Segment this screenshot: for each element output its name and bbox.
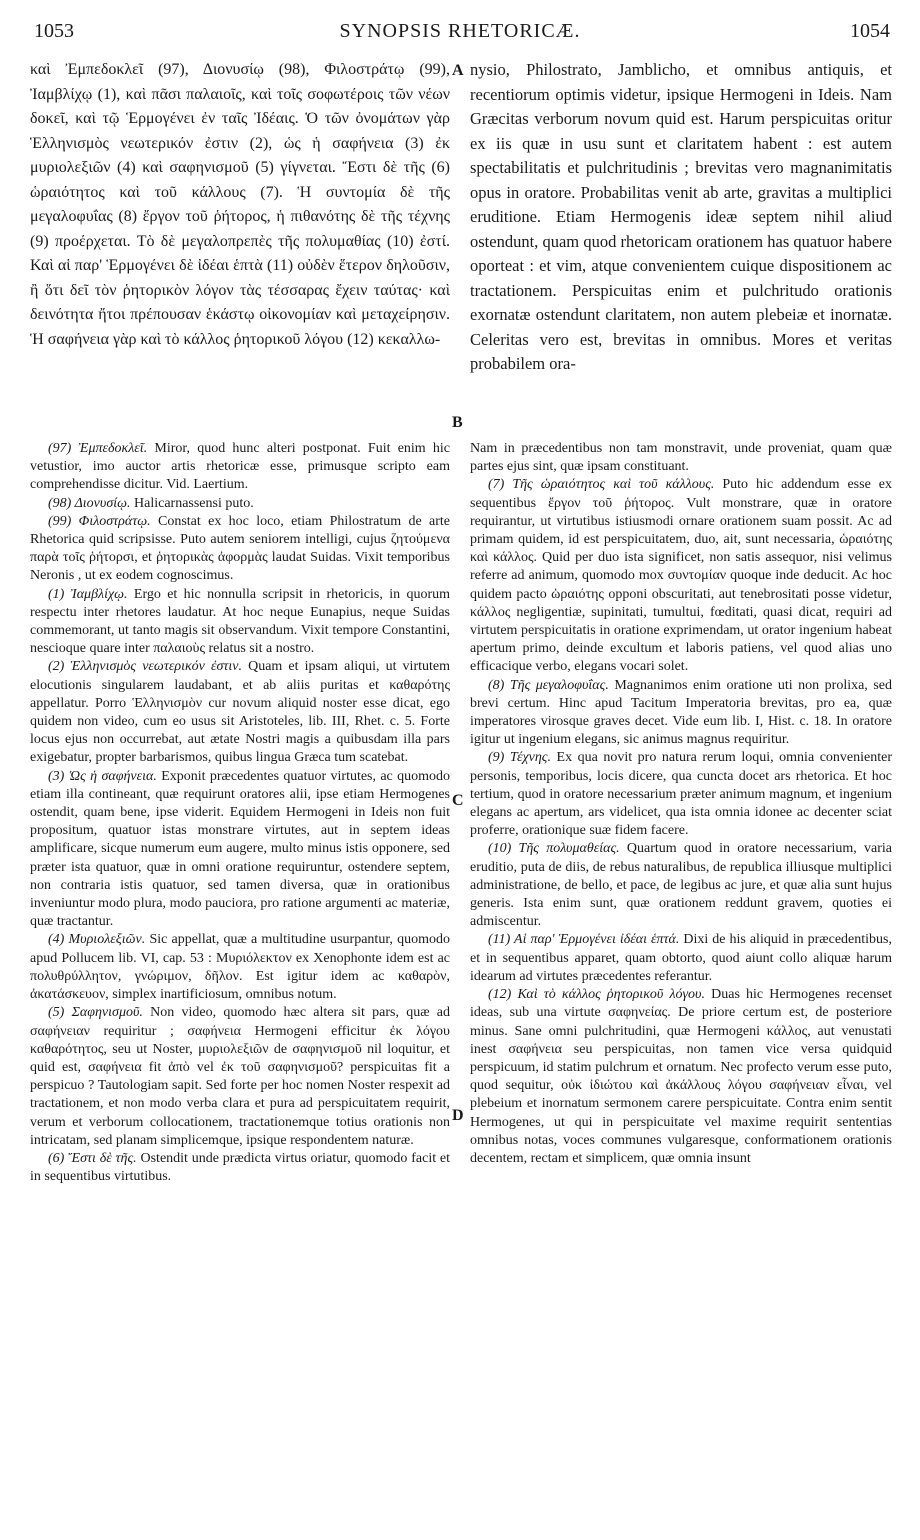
- section-marker-a: A: [452, 62, 464, 79]
- footnote-5: [30, 1004, 450, 1150]
- footnote-text: Ergo et hic nonnulla scripsit in rhetoricis, in quorum respectu inter rhetores laudatur. At hoc neque Eunapius, neque Suidas commemorant, ut tanto magis sit observandum. Vixit tempore Constantini, nescioque quare inter παλαιοὺς relatus sit a nostro.: [30, 586, 451, 657]
- footnote-text: Magnanimos enim oratione uti non prolixa, sed brevi certum. Hinc apud Tacitum Imperatoria brevitas, pro ea, quæ imperatores virosque graves decet. Vide eum lib. I, Hist. c. 18. In oratore igitur ut ingenium elegans, sic animus magnus requiritur.: [470, 677, 892, 748]
- main-text-latin: [470, 58, 892, 434]
- footnote-head: (8) Τῆς μεγαλοφυΐας.: [488, 677, 609, 693]
- footnote-4: [30, 931, 450, 1004]
- footnote-9: [470, 749, 892, 840]
- footnote-head: (2) Ἑλληνισμὸς νεωτερικόν ἐστιν.: [48, 659, 243, 675]
- footnote-text: Quam et ipsam aliqui, ut virtutem elocutionis singularem laudabant, et ab aliis puritas et καθαρότης appellatur. Porro Ἑλληνισμὸν cur novum aliquid noster esse dicat, ego quidem non video, cum eo usus sit Aristoteles, lib. III, Rhet. c. 5. Forte locus ejus non occurrebat, aut ætate Nostri magis a quibusdam illa pars exigebatur, propter barbarismos, quibus lingua Græca tum scatebat.: [30, 659, 450, 766]
- footnote-11: [470, 931, 892, 986]
- footnote-text: Quartum quod in oratore necessarium, varia eruditio, puta de diis, de rebus naturalibus, de republica illiusque multiplici administratione, de bello, et pace, de legibus ac jure, et quæ alia sunt hujus generis. Ista enim sunt, quæ orationem reddunt gravem, quoties ei admiscentur.: [470, 841, 892, 930]
- footnote-1: [30, 586, 450, 659]
- footnote-6: [30, 1150, 450, 1186]
- footnote-2: [30, 658, 450, 767]
- footnote-head: (10) Τῆς πολυμαθείας.: [488, 841, 620, 857]
- footnote-3: [30, 768, 450, 932]
- footnote-head: (98) Διονυσίῳ.: [48, 495, 131, 511]
- footnote-text: Constat ex hoc loco, etiam Philostratum de arte Rhetorica quid scripsisse. Puto autem seniorem intelligi, cujus ζητούμενα παρὰ τοῖς ῥήτορσι, et ῥητορικὰς ἀφορμὰς laudat Suidas. Vixit temporibus Neronis , ut ex eodem cognoscimus.: [30, 513, 450, 584]
- footnote-text: Miror, quod hunc alteri postponat. Fuit enim hic vetustior, imo auctor artis rhetoricæ esse, primusque scripto eam comprehendisse dicitur. Vid. Laertium.: [30, 441, 450, 493]
- section-marker-b: B: [452, 414, 463, 431]
- latin-paragraph: nysio, Philostrato, Jamblicho, et omnibus antiquis, et recentiorum optimis videtur, ipsique Hermogeni in Ideis. Nam Græcitas verborum novum quid est. Harum perspicuitas oritur ex iis quæ in usu sunt et claritatem habent : est autem spectabilitatis et pulchritudinis ; brevitas vero magnanimitatis opus in oratore. Probabilitas venit ab arte, gravitas a multiplici eruditione. Etiam Hermogenis ideæ septem nihil aliud ostendunt, quam quod rhetoricam orationem has quatuor habere oporteat : et vim, atque convenientem cuique dispositionem ac tractationem. Perspicuitas enim et pulchritudo orationis exornatæ ostendunt claritatem, non autem plebeiæ et inornatæ. Celeritas vero est, brevitas in omnibus. Mores et veritas probabilem ora-: [470, 60, 892, 373]
- main-text-greek: [30, 58, 450, 434]
- footnote-99: [30, 513, 450, 586]
- footnote-text: Ex qua novit pro natura rerum loqui, omnia convenienter personis, temporibus, locis dicere, qua cuncta docet ars rhetorica. Et hoc tertium, quod in oratore necessarium præter animum magnum, et ingenium elegans ac apertum, ars videlicet, qua ista omnia idonee ac decenter sciat proferre, orationique suæ fidem facere.: [470, 750, 892, 839]
- footnotes-right: [470, 440, 892, 1520]
- footnote-head: (9) Τέχνης.: [488, 750, 551, 766]
- footnote-head: (5) Σαφηνισμοῦ.: [48, 1005, 143, 1021]
- footnote-head: (7) Τῆς ὡραιότητος καὶ τοῦ κάλλους.: [488, 477, 715, 493]
- running-title: SYNOPSIS RHETORICÆ.: [339, 20, 581, 42]
- footnote-head: (1) Ἰαμβλίχῳ.: [48, 586, 128, 602]
- footnote-97: [30, 440, 450, 495]
- footnote-text: Sic appellat, quæ a multitudine usurpantur, quomodo apud Pollucem lib. VI, cap. 53 : Μυριόλεκτον ex Xenophonte idem est ac πολυθρύλλητον, γνώριμον, δῆλον. Est igitur idem ac καθαρὸν, ἀκατάσκευον, simplex inartificiosum, omnibus notum.: [30, 932, 450, 1003]
- footnote-10: [470, 840, 892, 931]
- footnote-7: [470, 476, 892, 676]
- footnote-text: Exponit præcedentes quatuor virtutes, ac quomodo etiam illa contineant, quæ requirunt oratores alii, ipse etiam Hermogenes ostendit, quam bene, ipse viderit. Equidem Hermogeni in Ideis non fuit propositum, quatuor istas monstrare virtutes, aut in septem ideas amplificare, sicque numerum eum augere, multo minus istis opponere, sed præter ista quatuor, quæ in omni oratione requiruntur, ostendere septem, non contraria istis quatuor, sed tamen diversa, quæ in orationibus inveniuntur modo plura, modo pauciora, pro ratione argumenti ac materiæ, quæ tractantur.: [30, 768, 450, 930]
- greek-paragraph: καὶ Ἐμπεδοκλεῖ (97), Διονυσίῳ (98), Φιλοστράτῳ (99), Ἰαμβλίχῳ (1), καὶ πᾶσι παλαιοῖς, καὶ τοῖς σοφωτέροις τῶν νέων δοκεῖ, καὶ τῷ Ἑρμογένει ἐν ταῖς Ἰδέαις. Ὁ τῶν ὀνομάτων γὰρ Ἑλληνισμὸς νεωτερικόν ἐστιν (2), ὡς ἡ σαφήνεια (3) ἐκ μυριολεξιῶν (4) καὶ σαφηνισμοῦ (5) γίγνεται. Ἔστι δὲ τῆς (6) ὡραιότητος καὶ τοῦ κάλλους (7). Ἡ συντομία δὲ τῆς μεγαλοφυΐας (8) ἔργον τοῦ ῥήτορος, ἡ πιθανότης δὲ τῆς τέχνης (9) προέρχεται. Τὸ δὲ μεγαλοπρεπὲς τῆς πολυμαθίας (10) ἐστί. Καὶ αἱ παρ' Ἑρμογένει δὲ ἰδέαι ἑπτὰ (11) οὐδὲν ἕτερον δηλοῦσιν, ἢ ὅτι δεῖ τὸν ῥητορικὸν λόγον τὰς τέσσαρας ἔχειν ταύτας· καὶ δεινότητα ἤτοι πρέπουσαν ἑκάστῳ οἰκονομίαν καὶ μεταχείρησιν. Ἡ σαφήνεια γὰρ καὶ τὸ κάλλος ῥητορικοῦ λόγου (12) κεκαλλω-: [30, 61, 450, 348]
- footnote-head: (97) Ἐμπεδοκλεῖ.: [48, 441, 148, 456]
- footnote-head: (6) Ἔστι δὲ τῆς.: [48, 1150, 137, 1166]
- footnote-text: Non video, quomodo hæc altera sit pars, quæ ad σαφήνειαν requiritur ; σαφήνεια Hermogeni efficitur ἐκ λόγου καθαρότητος, seu ut Noster, μυριολεξιῶν de σαφηνισμοῦ nil loquitur, et quid est, σαφήνεια fit ἀπὸ vel ἐκ τοῦ σαφηνισμοῦ? perspicuitas fit a perspicuo ? Tautologiam sapit. Sed forte per hoc nomen Noster respexit ad tractationem, et non modo verba clara et pura ad perspicuitatem requirit, verum et verborum collocationem, tractationemque totius orationis non intricatam, sed planam simplicemque, ipsique respondentem naturæ.: [30, 1005, 450, 1148]
- footnote-head: (4) Μυριολεξιῶν.: [48, 932, 146, 948]
- footnote-text: Halicarnassensi puto.: [130, 495, 254, 511]
- footnotes-left: [30, 440, 450, 1520]
- footnote-text: Puto hic addendum esse ex sequentibus ἔργον τοῦ ῥήτορος. Vult monstrare, quæ in oratore requirantur, ut virtutibus istiusmodi ornare orationem suam possit. Ac ad primam quidem, id est perspicuitatem, duo, ait, sunt necessaria, ὡραιότης καὶ κάλλος. Quid per duo ista significet, non satis assequor, nisi velimus referre ad animum, quomodo mox συντομίαν quoque inde deducit. Ac hoc quidem pacto ὡραιότης opponi obscuritati, aut tenebrositati posse videtur, κάλλος negligentiæ, supinitati, tumultui, fœditati, quasi dicat, requiri ad virtutem perspicuitatis in oratione exprimendam, ut orator ingenium habeat apertum primo, deinde excultum et laboris patiens, vel quod alias uno efficacique verbo, elegans vocari solet.: [470, 477, 892, 675]
- footnote-8: [470, 677, 892, 750]
- footnote-text: Dixi de his aliquid in præcedentibus, et in sequentibus apparet, quam obtorto, quod aiunt collo aliquæ harum idearum ad virtutes præcedentes referantur.: [470, 932, 892, 984]
- footnote-98: [30, 495, 450, 513]
- page-number-left: 1053: [34, 20, 74, 42]
- section-marker-c: C: [452, 792, 464, 809]
- page-number-right: 1054: [850, 20, 890, 42]
- footnote-text: Ostendit unde prædicta virtus oriatur, quomodo facit et in sequentibus virtutibus.: [30, 1150, 451, 1185]
- page-header: [30, 20, 890, 44]
- section-marker-d: D: [452, 1107, 464, 1124]
- footnote-head: (12) Καὶ τὸ κάλλος ῥητορικοῦ λόγου.: [488, 987, 705, 1003]
- footnote-12: [470, 986, 892, 1168]
- footnote-head: (3) Ὡς ἡ σαφήνεια.: [48, 768, 157, 784]
- footnote-head: (11) Αἱ παρ' Ἑρμογένει ἰδέαι ἑπτά.: [488, 932, 680, 948]
- footnote-continuation: Nam in præcedentibus non tam monstravit, unde proveniat, quam quæ partes ejus sint, quæ ipsam constituant.: [470, 441, 892, 475]
- footnote-text: Duas hic Hermogenes recenset ideas, sub una virtute σαφηνείας. De priore certum est, de posteriore minus. Sane omni pulchritudini, quæ Hermogeni κάλλος, aut venustati inest σαφήνεια seu perspicuitas, non tamen vice versa quidquid perspicuum, id statim pulchrum et ornatum. Nec profecto verum esse puto, quod sequitur, οὐκ ἰδιώτου καὶ ἀκάλλους λόγου σαφήνειαν εἶναι, vel plebeium et inornatum sermonem carere perspicuitate. Contra enim sentit Hermogenes, ut qui in perspicuitate vel maxime requirit sententias omnibus notas, voces communes vulgaresque, conformationem orationis decentem, rectam et simplicem, quæ omnia insunt: [470, 987, 892, 1166]
- footnote-head: (99) Φιλοστράτῳ.: [48, 513, 151, 529]
